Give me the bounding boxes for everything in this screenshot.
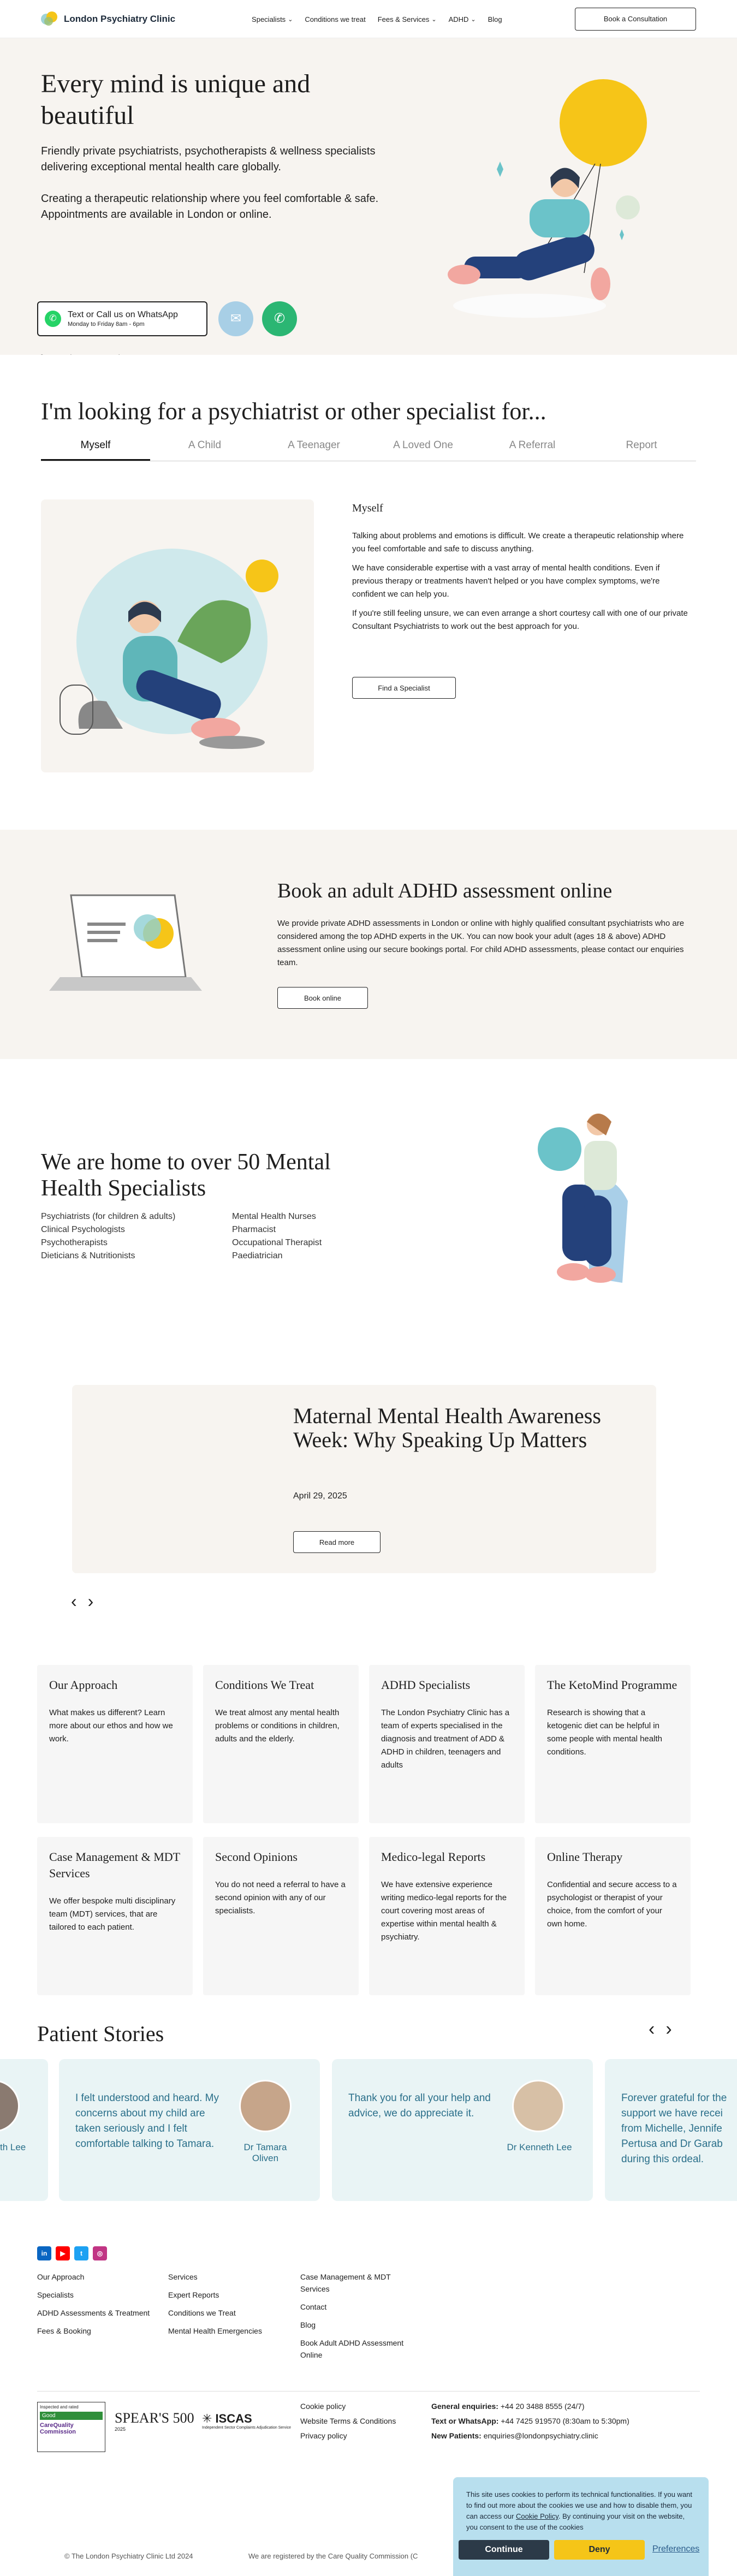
specialist-role: Psychotherapists xyxy=(41,1238,108,1247)
iscas-subtitle: Independent Sector Complaints Adjudication Service xyxy=(202,2426,292,2430)
story-name: th Lee xyxy=(0,2142,26,2152)
twitter-icon[interactable]: t xyxy=(74,2246,88,2260)
nav-item-label: ADHD xyxy=(448,15,469,23)
spears-text: SPEAR'S 500 xyxy=(115,2410,194,2426)
footer-link[interactable]: Case Management & MDT Services xyxy=(300,2272,391,2293)
specialist-role: Mental Health Nurses xyxy=(232,1212,316,1221)
finder-heading: Myself xyxy=(352,502,383,514)
logo-text: London Psychiatry Clinic xyxy=(64,14,176,24)
copyright: © The London Psychiatry Clinic Ltd 2024 xyxy=(64,2552,193,2560)
service-card[interactable] xyxy=(535,1665,691,1823)
main-menu xyxy=(252,15,502,23)
stories-carousel-arrows xyxy=(649,2019,672,2040)
hero-title: Every mind is unique and beautiful xyxy=(41,69,311,130)
linkedin-icon[interactable]: in xyxy=(37,2246,51,2260)
service-card-title: Online Therapy xyxy=(547,1850,623,1864)
footer-links-col2 xyxy=(168,2271,262,2343)
story-card xyxy=(332,2059,593,2201)
cqc-name: CareQuality Commission xyxy=(40,2422,76,2435)
cqc-top-text: Inspected and rated xyxy=(40,2405,79,2410)
laptop-illustration xyxy=(49,890,213,999)
finder-body xyxy=(352,530,691,639)
story-name: Dr Tamara Oliven xyxy=(243,2142,287,2163)
finder-tabs xyxy=(41,439,696,461)
hero-intro: Friendly private psychiatrists, psychotherapists & wellness specialists delivering exceptional mental health care globally. xyxy=(41,145,376,173)
tab-a-referral[interactable]: A Referral xyxy=(509,439,556,451)
story-card-partial xyxy=(0,2059,48,2201)
contact-line xyxy=(431,2431,629,2440)
specialist-role: Occupational Therapist xyxy=(232,1238,322,1247)
woman-with-balloon-illustration xyxy=(524,1103,644,1299)
finder-illustration-card xyxy=(41,499,314,772)
service-card-title: ADHD Specialists xyxy=(381,1678,471,1692)
story-card xyxy=(59,2059,320,2201)
nav-item-label: Blog xyxy=(488,15,502,23)
finder-paragraph: Talking about problems and emotions is difficult. We create a therapeutic relationship where you feel comfortable and safe to discuss anything. xyxy=(352,531,684,554)
chevron-down-icon: ⌄ xyxy=(431,16,437,23)
services-grid xyxy=(37,1665,692,1995)
legal-link[interactable]: Privacy policy xyxy=(300,2431,347,2440)
service-card-text: What makes us different? Learn more about our ethos and how we work. xyxy=(49,1708,173,1744)
nav-item[interactable] xyxy=(488,15,502,23)
read-more-button[interactable]: Read more xyxy=(293,1531,381,1553)
specialist-finder-section xyxy=(0,355,737,830)
instagram-icon[interactable]: ◎ xyxy=(93,2246,107,2260)
social-links xyxy=(37,2246,107,2260)
nav-item-label: Specialists xyxy=(252,15,286,23)
adhd-title: Book an adult ADHD assessment online xyxy=(277,879,613,902)
chevron-left-icon[interactable]: ‹ xyxy=(649,2019,655,2039)
service-card[interactable] xyxy=(369,1837,525,1995)
book-consultation-button[interactable]: Book a Consultation xyxy=(575,8,696,31)
cookie-preferences-link[interactable]: Preferences xyxy=(652,2544,700,2554)
service-card-title: Conditions We Treat xyxy=(215,1678,314,1692)
find-specialist-button[interactable]: Find a Specialist xyxy=(352,677,456,699)
footer-link[interactable]: ADHD Assessments & Treatment xyxy=(37,2309,150,2317)
footer-link[interactable]: Book Adult ADHD Assessment Online xyxy=(300,2339,404,2359)
avatar xyxy=(512,2080,564,2132)
avatar xyxy=(239,2080,292,2132)
service-card-text: You do not need a referral to have a second opinion with any of our specialists. xyxy=(215,1880,346,1915)
specialists-title: We are home to over 50 Mental Health Specialists xyxy=(41,1150,331,1201)
legal-link[interactable]: Website Terms & Conditions xyxy=(300,2417,396,2425)
contact-line xyxy=(431,2402,629,2411)
logo-icon xyxy=(41,10,58,28)
blog-card[interactable] xyxy=(72,1385,656,1573)
service-card-title: The KetoMind Programme xyxy=(547,1678,677,1692)
chevron-down-icon: ⌄ xyxy=(288,16,293,23)
hero-description: Creating a therapeutic relationship where you feel comfortable & safe. Appointments are available in London or online. xyxy=(41,193,379,221)
specialists-section xyxy=(0,1059,737,1632)
footer-link[interactable]: Expert Reports xyxy=(168,2291,219,2299)
email-button[interactable] xyxy=(218,301,253,336)
contact-value[interactable]: enquiries@londonpsychiatry.clinic xyxy=(483,2431,598,2440)
story-quote: I felt understood and heard. My concerns about my child are taken seriously and I felt comfortable talking to Tamara. xyxy=(75,2092,219,2150)
footer-link[interactable]: Blog xyxy=(300,2321,316,2329)
blog-date: April 29, 2025 xyxy=(293,1491,347,1501)
nav-item-label: Conditions we treat xyxy=(305,15,366,23)
blog-title: Maternal Mental Health Awareness Week: Why Speaking Up Matters xyxy=(293,1403,601,1452)
phone-button[interactable] xyxy=(262,301,297,336)
footer-links-col1 xyxy=(37,2271,150,2343)
adhd-booking-section xyxy=(0,830,737,1059)
registration-text: We are registered by the Care Quality Commission (C xyxy=(248,2552,418,2560)
cookie-banner xyxy=(453,2477,709,2576)
story-name: Dr Kenneth Lee xyxy=(507,2142,572,2152)
cookie-text-part: This site uses cookies to perform its technical functionalities. If you want to find out more about the cookies we use and how to disable them, you can access our xyxy=(466,2490,693,2520)
tab-myself[interactable]: Myself xyxy=(41,439,150,461)
tab-a-loved-one[interactable]: A Loved One xyxy=(393,439,453,451)
footer-link[interactable]: Our Approach xyxy=(37,2272,85,2281)
service-card-text: The London Psychiatry Clinic has a team of experts specialised in the diagnosis and treatment of ADD & ADHD in children, teenagers and adults xyxy=(381,1708,510,1770)
cookie-continue-button[interactable]: Continue xyxy=(459,2540,549,2560)
contact-label: New Patients: xyxy=(431,2431,482,2440)
contact-value[interactable]: +44 7425 919570 (8:30am to 5:30pm) xyxy=(501,2417,629,2425)
specialist-role: Psychiatrists (for children & adults) xyxy=(41,1212,176,1221)
cookie-text xyxy=(466,2489,696,2533)
blog-carousel-arrows xyxy=(71,1591,93,1611)
finder-title: I'm looking for a psychiatrist or other specialist for... xyxy=(41,398,546,425)
story-quote: Thank you for all your help and advice, we do appreciate it. xyxy=(348,2092,491,2119)
footer-link[interactable]: Contact xyxy=(300,2303,327,2311)
hero-section xyxy=(0,38,737,355)
story-card-partial xyxy=(605,2059,737,2201)
contact-info xyxy=(431,2402,629,2446)
youtube-icon[interactable]: ▶ xyxy=(56,2246,70,2260)
service-card-text: Research is showing that a ketogenic diet can be helpful in some people with mental health conditions. xyxy=(547,1708,662,1757)
chevron-left-icon[interactable]: ‹ xyxy=(71,1591,77,1611)
tab-report[interactable]: Report xyxy=(626,439,657,451)
whatsapp-button[interactable] xyxy=(37,301,207,336)
woman-on-swing-illustration xyxy=(431,60,650,355)
iscas-text: ISCAS xyxy=(215,2412,252,2425)
specialist-roles-list xyxy=(41,1212,423,1261)
specialist-role: Pharmacist xyxy=(232,1225,276,1234)
service-card-title: Second Opinions xyxy=(215,1850,298,1864)
whatsapp-hours: Monday to Friday 8am - 6pm xyxy=(68,321,145,328)
service-card-title: Case Management & MDT Services xyxy=(49,1850,180,1880)
phone-icon: ✆ xyxy=(274,311,286,326)
service-card[interactable] xyxy=(535,1837,691,1995)
footer-link[interactable]: Specialists xyxy=(37,2291,74,2299)
contact-label: Text or WhatsApp: xyxy=(431,2417,499,2425)
service-card[interactable] xyxy=(37,1665,193,1823)
finder-paragraph: We have considerable expertise with a vast array of mental health conditions. Even if previous therapy or treatments haven't helped or you have complex symptoms, we're confident we can help you. xyxy=(352,563,660,599)
finder-paragraph: If you're still feeling unsure, we can even arrange a short courtesy call with one of our private Consultant Psychiatrists to work out the best approach for you. xyxy=(352,609,688,631)
cookie-deny-button[interactable]: Deny xyxy=(554,2540,645,2560)
service-card-text: Confidential and secure access to a psychologist or therapist of your choice, from the comfort of your own home. xyxy=(547,1880,677,1929)
footer-link[interactable]: Services xyxy=(168,2272,198,2281)
cookie-text-part: . By continuing your visit on the website, you consent to the use of the cookies xyxy=(466,2512,685,2531)
service-card-text: We treat almost any mental health problems or conditions in children, adults and the elderly. xyxy=(215,1708,340,1744)
footer-links-col3 xyxy=(300,2271,409,2367)
email-icon: ✉ xyxy=(230,311,242,326)
legal-links xyxy=(300,2402,396,2446)
contact-value[interactable]: +44 20 3488 8555 (24/7) xyxy=(500,2402,585,2411)
cookie-policy-link[interactable]: Cookie Policy xyxy=(516,2512,558,2520)
nav-item-label: Fees & Services xyxy=(377,15,430,23)
avatar xyxy=(0,2080,20,2132)
service-card-title: Medico-legal Reports xyxy=(381,1850,486,1864)
service-card-title: Our Approach xyxy=(49,1678,118,1692)
tab-a-child[interactable]: A Child xyxy=(188,439,222,451)
cqc-badge xyxy=(37,2402,105,2452)
iscas-badge xyxy=(202,2412,295,2430)
service-card-text: We offer bespoke multi disciplinary team (MDT) services, that are tailored to each patient. xyxy=(49,1896,176,1932)
contact-label: General enquiries: xyxy=(431,2402,498,2411)
footer-link[interactable]: Conditions we Treat xyxy=(168,2309,236,2317)
nav-item[interactable] xyxy=(449,15,476,23)
service-card-text: We have extensive experience writing medico-legal reports for the court covering most areas of expertise within mental health & psychiatry. xyxy=(381,1880,507,1942)
book-online-button[interactable]: Book online xyxy=(277,987,368,1009)
tab-a-teenager[interactable]: A Teenager xyxy=(288,439,340,451)
chevron-right-icon[interactable]: › xyxy=(665,2019,672,2039)
footer-link[interactable]: Mental Health Emergencies xyxy=(168,2327,262,2335)
top-nav xyxy=(0,0,737,38)
nav-item[interactable] xyxy=(252,15,293,23)
whatsapp-label: Text or Call us on WhatsApp xyxy=(68,310,178,319)
contact-line xyxy=(431,2417,629,2425)
specialist-role: Clinical Psychologists xyxy=(41,1225,125,1234)
service-card[interactable] xyxy=(37,1837,193,1995)
spears-year: 2025 xyxy=(115,2426,126,2432)
service-card[interactable] xyxy=(203,1665,359,1823)
seated-person-illustration xyxy=(41,499,314,772)
adhd-description: We provide private ADHD assessments in London or online with highly qualified consultant psychiatrists who are considered among the top ADHD experts in the UK. You can now book your adult (ages 18 & above) ADHD assessment online using our secure bookings portal. For child ADHD assessments, please contact our enquiries team. xyxy=(277,919,685,967)
nav-item[interactable] xyxy=(305,15,365,23)
whatsapp-icon: ✆ xyxy=(45,311,61,327)
cqc-rating: Good xyxy=(40,2412,103,2420)
service-card[interactable] xyxy=(369,1665,525,1823)
logo[interactable] xyxy=(41,10,175,28)
chevron-down-icon: ⌄ xyxy=(471,16,476,23)
specialist-role: Dieticians & Nutritionists xyxy=(41,1251,135,1260)
nav-item[interactable] xyxy=(378,15,437,23)
iscas-logo-icon: ✳ xyxy=(202,2412,212,2425)
specialist-role: Paediatrician xyxy=(232,1251,283,1260)
legal-link[interactable]: Cookie policy xyxy=(300,2402,346,2411)
chevron-right-icon[interactable]: › xyxy=(87,1591,94,1611)
patient-stories-title: Patient Stories xyxy=(37,2021,164,2046)
story-quote: Forever grateful for the support we have recei from Michelle, Jennife Pertusa and Dr Garab during this ordeal. xyxy=(621,2092,727,2165)
spears-badge xyxy=(115,2410,194,2432)
service-card[interactable] xyxy=(203,1837,359,1995)
footer-link[interactable]: Fees & Booking xyxy=(37,2327,91,2335)
